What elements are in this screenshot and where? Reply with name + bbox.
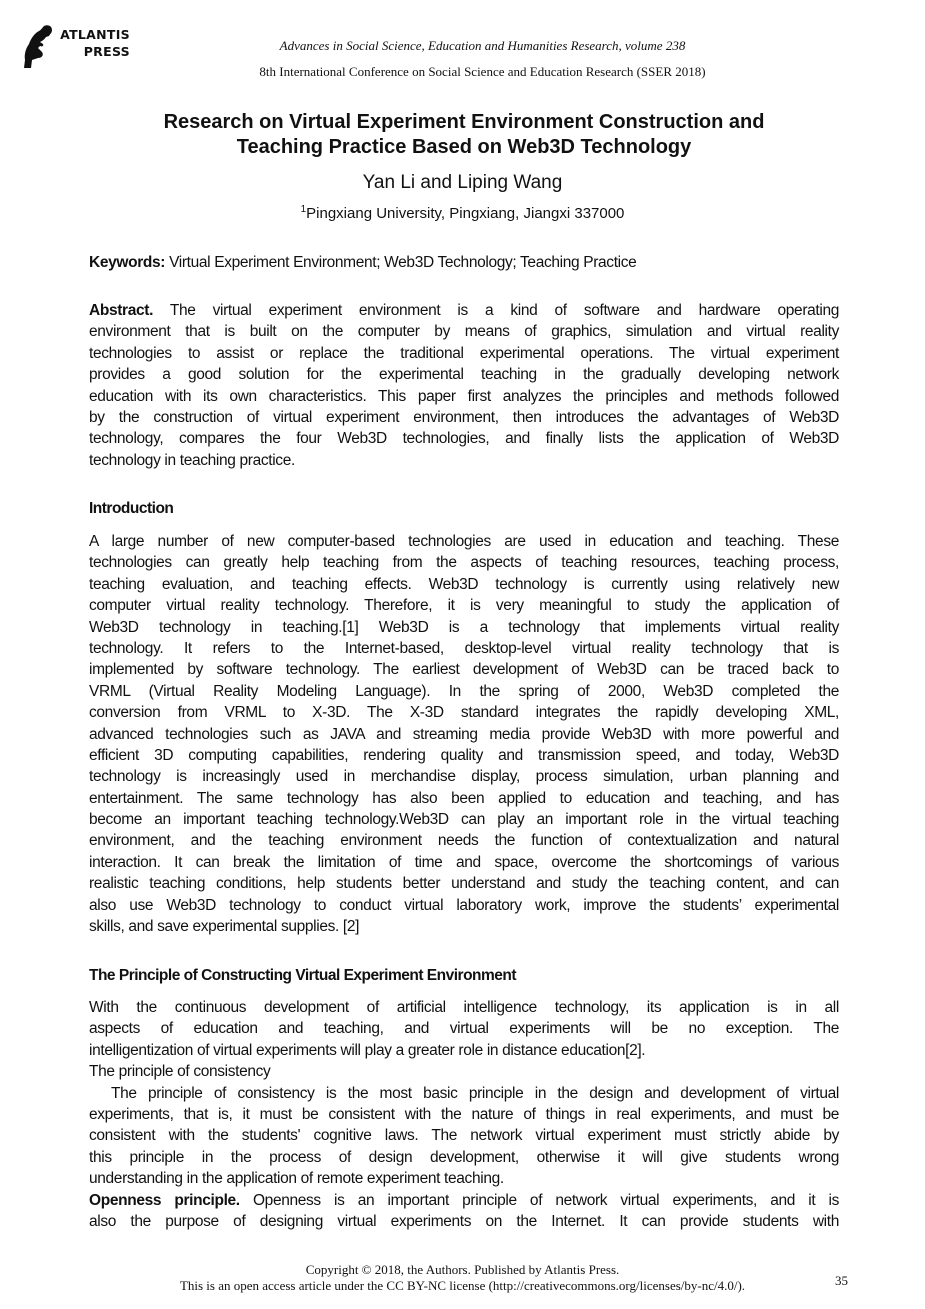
consistency-line: this principle in the process of design development, otherwise it will give students wrong [89,1148,839,1166]
title-line-1: Research on Virtual Experiment Environment Construction and [163,111,765,133]
principle-line: aspects of education and teaching, and virtual experiments will be no exception. The [89,1020,839,1038]
keywords [89,252,839,273]
intro-line: technologies can greatly help teaching from the aspects of teaching resources, teaching process, [89,554,839,572]
intro-line: become an important teaching technology.Web3D can play an important role in the virtual teaching [89,811,839,829]
principle-body [89,997,839,1232]
intro-line: conversion from VRML to X-3D. The X-3D standard integrates the rapidly developing XML, [89,704,839,722]
intro-line: computer virtual reality technology. Therefore, it is very meaningful to study the application of [89,597,839,615]
abstract-line: technology in teaching practice. [89,451,295,469]
principle-line: With the continuous development of artificial intelligence technology, its application is in all [89,999,839,1016]
abstract [89,300,839,471]
intro-line: Web3D technology in teaching.[1] Web3D is a technology that implements virtual reality [89,618,839,636]
copyright-notice: Copyright © 2018, the Authors. Published by Atlantis Press. [305,1262,620,1277]
intro-line: VRML (Virtual Reality Modeling Language). In the spring of 2000, Web3D completed the [89,682,839,700]
intro-line: also use Web3D technology to conduct virtual laboratory work, improve the students’ experimental [89,896,839,914]
abstract-line: technology, compares the four Web3D technologies, and finally lists the application of Web3D [89,430,839,448]
affiliation-text: Pingxiang University, Pingxiang, Jiangxi 337000 [306,205,625,222]
openness-line: Openness principle. Openness is an important principle of network virtual experiments, and it is [89,1191,839,1209]
intro-line: efficient 3D computing capabilities, rendering quality and transmission speed, and today, Web3D [89,746,839,764]
affiliation [0,204,925,222]
intro-line: implemented by software technology. The earliest development of Web3D can be traced back to [89,661,839,679]
abstract-line: provides a good solution for the experimental teaching in the gradually developing network [89,366,839,384]
keywords-label: Keywords: [89,254,166,271]
section-heading-introduction: Introduction [89,500,174,517]
page-number: 35 [835,1273,848,1288]
intro-line: interaction. It can break the limitation of time and space, overcome the shortcomings of various [89,853,839,871]
authors: Yan Li and Liping Wang [362,172,563,193]
intro-line: advanced technologies such as JAVA and streaming media provide Web3D with more powerful and [89,725,839,743]
intro-line: A large number of new computer-based technologies are used in education and teaching. These [89,533,839,550]
abstract-line: Abstract. The virtual experiment environment is a kind of software and hardware operating [89,302,839,319]
consistency-line: understanding in the application of remote experiment teaching. [89,1170,504,1188]
title-line-2: Teaching Practice Based on Web3D Technology [236,136,692,158]
intro-line: technology. It refers to the Internet-based, desktop-level virtual reality technology that is [89,639,839,657]
consistency-line: experiments, that is, it must be consistent with the nature of things in real experiments, and must be [89,1105,839,1123]
abstract-line: by the construction of virtual experiment environment, then introduces the advantages of Web3D [89,408,839,426]
introduction-body [89,531,839,937]
license-notice: This is an open access article under the CC BY-NC license (http://creativecommons.org/licenses/by-nc/4.0/). [179,1278,746,1293]
conference-name: 8th International Conference on Social Science and Education Research (SSER 2018) [259,64,706,79]
abstract-line: environment that is built on the computer by means of graphics, simulation and virtual reality [89,323,839,341]
abstract-line: technologies to assist or replace the traditional experimental operations. The virtual experiment [89,344,839,362]
affiliation-marker: 1 [300,204,307,215]
intro-line: teaching evaluation, and teaching effects. Web3D technology is currently using relatively new [89,575,839,593]
principle-line: intelligentization of virtual experiments will play a greater role in distance education[2]. [89,1041,646,1059]
intro-line: realistic teaching conditions, help students better understand and study the teaching content, and can [89,875,839,893]
consistency-line: consistent with the students' cognitive laws. The network virtual experiment must strictly abide by [89,1127,839,1145]
section-heading-principle: The Principle of Constructing Virtual Experiment Environment [89,967,517,984]
consistency-line: The principle of consistency is the most basic principle in the design and development of virtual [111,1084,839,1102]
intro-line: technology is increasingly used in merchandise display, process simulation, urban planning and [89,768,839,786]
keywords-text: Virtual Experiment Environment; Web3D Technology; Teaching Practice [169,254,637,271]
abstract-label: Abstract. [89,302,154,319]
publisher-name-line1: ATLANTIS [60,27,130,42]
openness-line: also the purpose of designing virtual experiments on the Internet. It can provide students with [89,1212,839,1230]
openness-label: Openness principle. [89,1191,240,1209]
series-title: Advances in Social Science, Education and Humanities Research, volume 238 [279,38,686,53]
paper-title [90,110,838,160]
abstract-line: education with its own characteristics. This paper first analyzes the principles and methods followed [89,387,839,405]
intro-line: skills, and save experimental supplies. [2] [89,918,360,936]
intro-line: entertainment. The same technology has also been applied to education and teaching, and has [89,789,839,807]
intro-line: environment, and the teaching environment needs the function of contextualization and natural [89,832,839,850]
subheading-consistency: The principle of consistency [89,1063,271,1081]
publisher-name-line2: PRESS [83,44,130,59]
